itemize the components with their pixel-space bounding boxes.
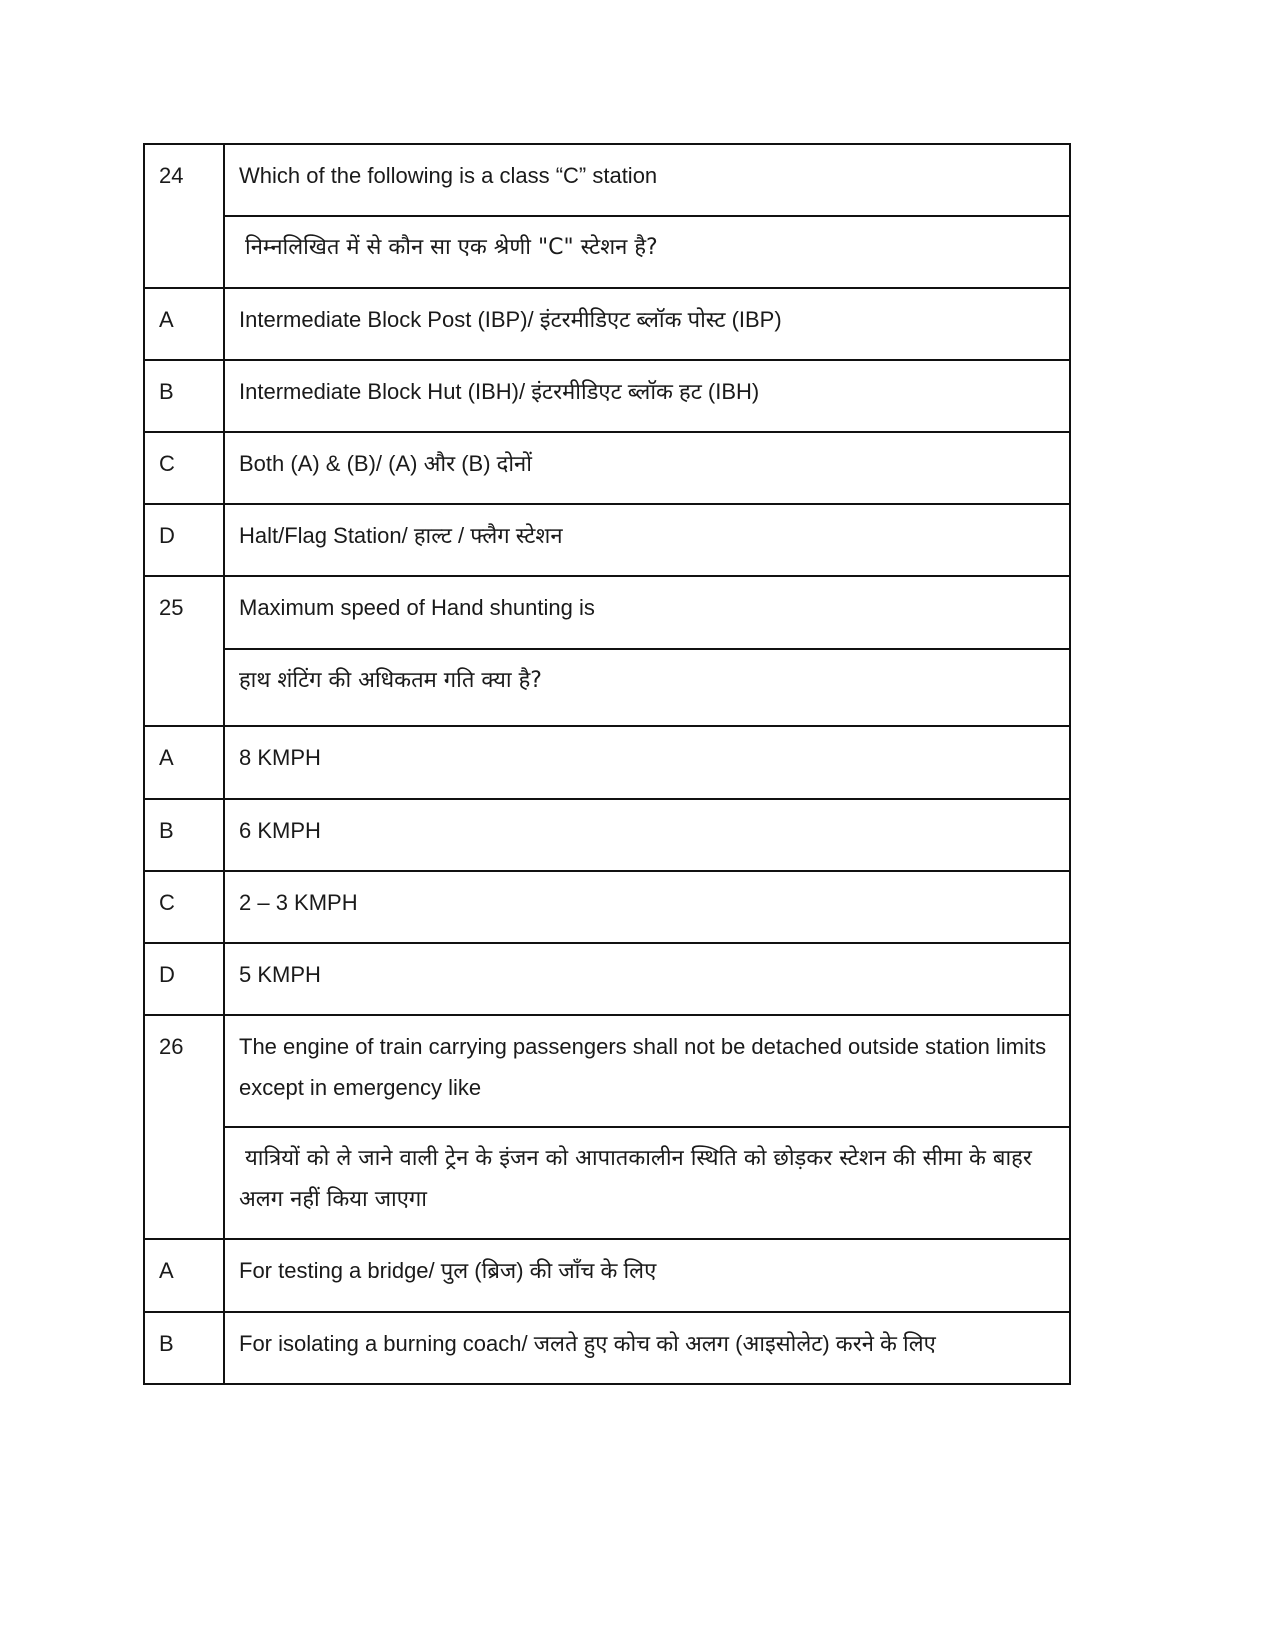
option-row bbox=[144, 1312, 1070, 1384]
question-text-hi-content: निम्नलिखित में से कौन सा एक श्रेणी "C" स्टेशन है? bbox=[245, 235, 658, 260]
question-row-hindi bbox=[144, 216, 1070, 288]
option-label: D bbox=[144, 943, 224, 1015]
question-text-hi-content: यात्रियों को ले जाने वाली ट्रेन के इंजन को आपातकालीन स्थिति को छोड़कर स्टेशन की सीमा के बाहर अलग नहीं किया जाएगा bbox=[239, 1146, 1032, 1212]
option-row bbox=[144, 726, 1070, 799]
option-text: Halt/Flag Station/ हाल्ट / फ्लैग स्टेशन bbox=[224, 504, 1070, 576]
option-label: A bbox=[144, 288, 224, 360]
question-text-hi: हाथ शंटिंग की अधिकतम गति क्या है? bbox=[224, 649, 1070, 726]
option-text: Intermediate Block Hut (IBH)/ इंटरमीडिएट ब्लॉक हट (IBH) bbox=[224, 360, 1070, 432]
option-text: For testing a bridge/ पुल (ब्रिज) की जाँच के लिए bbox=[224, 1239, 1070, 1312]
option-label: A bbox=[144, 726, 224, 799]
option-text: For isolating a burning coach/ जलते हुए कोच को अलग (आइसोलेट) करने के लिए bbox=[224, 1312, 1070, 1384]
question-number: 26 bbox=[144, 1015, 224, 1239]
option-text: Both (A) & (B)/ (A) और (B) दोनों bbox=[224, 432, 1070, 504]
option-label: B bbox=[144, 1312, 224, 1384]
option-label: B bbox=[144, 799, 224, 871]
question-row-hindi bbox=[144, 1127, 1070, 1239]
option-label: C bbox=[144, 432, 224, 504]
question-text-en: Maximum speed of Hand shunting is bbox=[224, 576, 1070, 649]
option-text: 2 – 3 KMPH bbox=[224, 871, 1070, 943]
option-row bbox=[144, 288, 1070, 360]
option-row bbox=[144, 943, 1070, 1015]
option-label: A bbox=[144, 1239, 224, 1312]
option-row bbox=[144, 360, 1070, 432]
question-number: 25 bbox=[144, 576, 224, 726]
question-text-en: Which of the following is a class “C” station bbox=[224, 144, 1070, 216]
question-text-hi bbox=[224, 1127, 1070, 1239]
option-text: Intermediate Block Post (IBP)/ इंटरमीडिएट ब्लॉक पोस्ट (IBP) bbox=[224, 288, 1070, 360]
question-row bbox=[144, 576, 1070, 649]
option-text: 5 KMPH bbox=[224, 943, 1070, 1015]
question-text-en: The engine of train carrying passengers shall not be detached outside station limits except in emergency like bbox=[224, 1015, 1070, 1127]
option-row bbox=[144, 432, 1070, 504]
option-row bbox=[144, 504, 1070, 576]
option-row bbox=[144, 799, 1070, 871]
option-row bbox=[144, 871, 1070, 943]
option-row bbox=[144, 1239, 1070, 1312]
option-label: D bbox=[144, 504, 224, 576]
question-number: 24 bbox=[144, 144, 224, 288]
question-row-hindi bbox=[144, 649, 1070, 726]
option-text: 8 KMPH bbox=[224, 726, 1070, 799]
question-row bbox=[144, 144, 1070, 216]
question-text-hi bbox=[224, 216, 1070, 288]
question-row bbox=[144, 1015, 1070, 1127]
option-label: B bbox=[144, 360, 224, 432]
option-text: 6 KMPH bbox=[224, 799, 1070, 871]
option-label: C bbox=[144, 871, 224, 943]
question-table bbox=[143, 143, 1071, 1385]
